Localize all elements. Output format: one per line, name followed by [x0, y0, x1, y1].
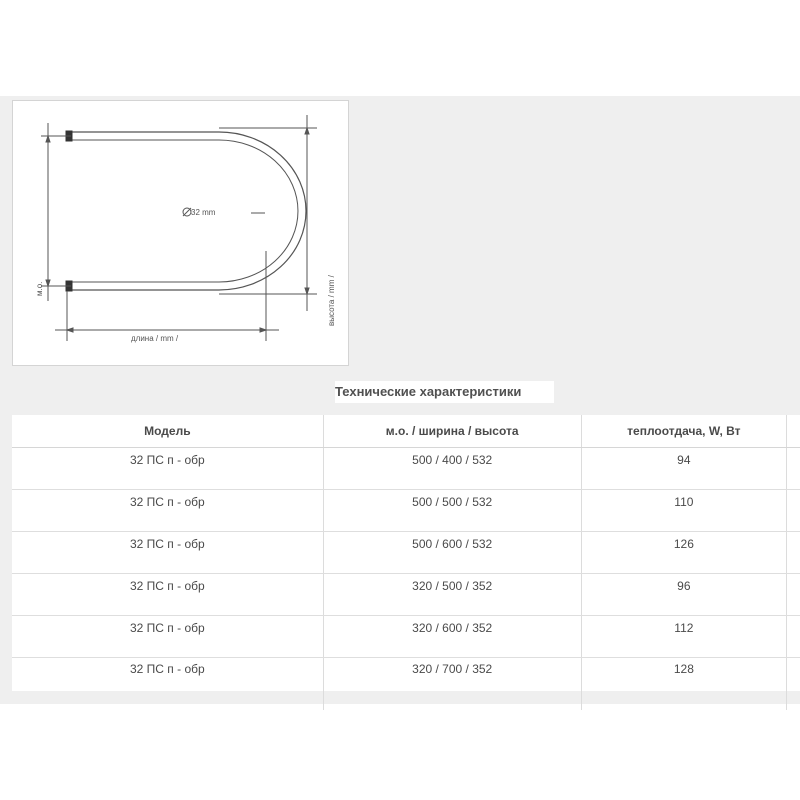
header-dimensions: м.о. / ширина / высота [323, 415, 581, 448]
diameter-label: 32 mm [191, 208, 216, 217]
cell-model: 32 ПС п - обр [12, 616, 323, 658]
table-header-row [12, 415, 800, 448]
cell-extra [787, 448, 800, 490]
height-dimension-label: высота / mm / [327, 275, 336, 326]
table-row [12, 658, 800, 711]
cell-heat-output: 94 [581, 448, 786, 490]
cell-extra [787, 616, 800, 658]
cell-model: 32 ПС п - обр [12, 658, 323, 711]
table-row [12, 490, 800, 532]
specs-heading: Технические характеристики [335, 381, 554, 403]
specs-table [12, 415, 800, 710]
cell-model: 32 ПС п - обр [12, 490, 323, 532]
length-dimension-label: длина / mm / [131, 334, 179, 343]
specs-table-container [12, 415, 800, 691]
cell-heat-output: 126 [581, 532, 786, 574]
cell-extra [787, 658, 800, 711]
cell-extra [787, 574, 800, 616]
cell-heat-output: 110 [581, 490, 786, 532]
cell-extra [787, 490, 800, 532]
cell-dimensions: 500 / 400 / 532 [323, 448, 581, 490]
cell-heat-output: 112 [581, 616, 786, 658]
cell-dimensions: 320 / 700 / 352 [323, 658, 581, 711]
cell-model: 32 ПС п - обр [12, 574, 323, 616]
cell-model: 32 ПС п - обр [12, 448, 323, 490]
towel-rail-diagram [13, 101, 350, 367]
cell-model: 32 ПС п - обр [12, 532, 323, 574]
table-row [12, 448, 800, 490]
cell-dimensions: 500 / 600 / 532 [323, 532, 581, 574]
header-model: Модель [12, 415, 323, 448]
cell-dimensions: 500 / 500 / 532 [323, 490, 581, 532]
cell-dimensions: 320 / 500 / 352 [323, 574, 581, 616]
cell-heat-output: 128 [581, 658, 786, 711]
mo-dimension-label: м.о. [35, 281, 44, 296]
cell-dimensions: 320 / 600 / 352 [323, 616, 581, 658]
header-extra [787, 415, 800, 448]
cell-extra [787, 532, 800, 574]
table-row [12, 532, 800, 574]
cell-heat-output: 96 [581, 574, 786, 616]
technical-drawing [12, 100, 349, 366]
table-row [12, 616, 800, 658]
header-heat-output: теплоотдача, W, Вт [581, 415, 786, 448]
table-row [12, 574, 800, 616]
